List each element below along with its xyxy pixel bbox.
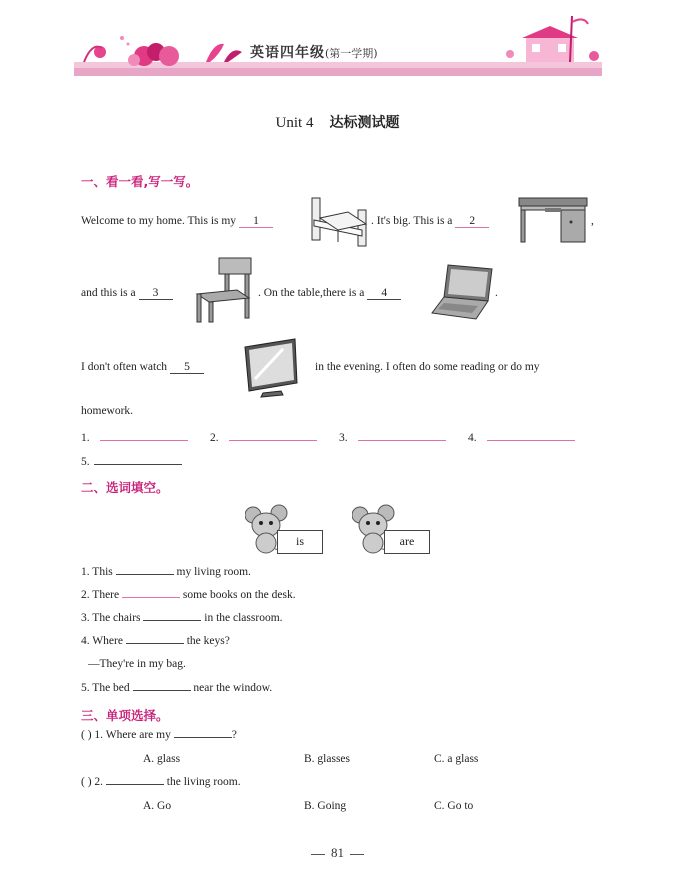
answer-label-5: 5. [81,456,90,468]
mc-question-1 [81,729,237,741]
answer-label-3: 3. [339,432,348,444]
answer-blank-1[interactable] [100,430,188,441]
mc-option-2c: C. Go to [434,800,474,812]
answer-label-2: 2. [210,432,219,444]
mc-answer-paren-1[interactable]: ( ) [81,729,92,741]
fill-item-5-post: near the window. [193,682,273,694]
sentence-2-period: . [495,287,498,299]
blank-2: 2 [455,215,489,228]
mc-blank-2 [106,784,164,785]
tv-icon [243,337,299,399]
flower-decoration-left [84,36,242,66]
fill-blank-3[interactable] [143,620,201,621]
sentence-3-part-a: I don't often watch [81,361,168,373]
book-title [250,42,378,62]
mc-option-2a: A. Go [143,800,172,812]
mc-option-1c: C. a glass [434,753,479,765]
page-number: 81 [331,845,344,860]
fill-item-5 [81,682,272,694]
fill-item-3-post: in the classroom. [204,612,283,624]
sentence-2 [81,287,173,300]
answer-blank-5[interactable] [94,454,182,465]
mc-option-2b: B. Going [304,800,347,812]
answer-label-4: 4. [468,432,477,444]
sentence-3 [81,361,204,374]
sentence-1-cont [371,215,489,228]
mc-question-1-stem: 1. Where are my [94,729,171,741]
blank-4: 4 [367,287,401,300]
mc-question-2 [81,776,241,788]
answer-label-1: 1. [81,432,90,444]
section2-heading: 二、选词填空。 [81,480,169,495]
mc-question-2-stem: 2. [94,776,104,788]
fill-item-4-answer: —They're in my bag. [88,658,186,670]
fill-item-1-post: my living room. [176,566,251,578]
term-text: (第一学期) [325,47,378,60]
mc-answer-paren-2[interactable]: ( ) [81,776,92,788]
sentence-1-part-a: Welcome to my home. This is my [81,215,237,227]
section1-heading: 一、看一看,写一写。 [81,174,199,189]
sentence-1-comma: , [591,215,594,227]
fill-blank-1[interactable] [116,574,174,575]
fill-item-2-pre: 2. There [81,589,120,601]
sentence-2-part-a: and this is a [81,287,136,299]
fill-item-4-pre: 4. Where [81,635,123,647]
bed-icon [308,196,370,248]
test-heading: 达标测试题 [329,115,400,131]
laptop-icon [430,263,494,321]
sentence-1 [81,215,273,228]
sentence-1-part-b: . It's big. This is a [371,215,453,227]
mc-question-2-end: the living room. [166,776,241,788]
sentence-4: homework. [81,405,134,417]
mc-question-1-end: ? [231,729,237,741]
answer-line-5 [81,454,182,468]
house-decoration-right [506,16,599,62]
answer-line-1 [81,430,188,444]
fill-item-3 [81,612,283,624]
mc-option-1b: B. glasses [304,753,350,765]
fill-item-4-post: the keys? [186,635,230,647]
page-footer [0,845,675,861]
answer-blank-4[interactable] [487,430,575,441]
answer-line-3 [339,430,446,444]
word-box-is: is [277,530,323,554]
sentence-3-cont: in the evening. I often do some reading or do my [315,361,540,373]
blank-1: 1 [239,215,273,228]
section3-heading: 三、单项选择。 [81,708,169,723]
fill-blank-5[interactable] [133,690,191,691]
mc-blank-1 [174,737,232,738]
answer-line-4 [468,430,575,444]
answer-line-2 [210,430,317,444]
answer-blank-2[interactable] [229,430,317,441]
fill-item-2 [81,589,296,601]
unit-label: Unit 4 [275,115,314,131]
footer-dash-left [311,854,325,855]
desk-icon [517,196,589,244]
answer-blank-3[interactable] [358,430,446,441]
word-box-are: are [384,530,430,554]
page-title [0,112,675,132]
blank-5: 5 [170,361,204,374]
footer-dash-right [350,854,364,855]
fill-blank-4[interactable] [126,643,184,644]
fill-item-2-post: some books on the desk. [182,589,296,601]
fill-item-5-pre: 5. The bed [81,682,130,694]
mc-option-1a: A. glass [143,753,181,765]
sentence-2-part-b: . On the table,there is a [258,287,365,299]
sentence-2-cont [258,287,401,300]
fill-item-1-pre: 1. This [81,566,113,578]
fill-blank-2[interactable] [122,597,180,598]
fill-item-4 [81,635,230,647]
blank-3: 3 [139,287,173,300]
fill-item-3-pre: 3. The chairs [81,612,141,624]
fill-item-1 [81,566,251,578]
chair-icon [195,256,255,324]
book-title-text: 英语四年级 [250,45,325,61]
